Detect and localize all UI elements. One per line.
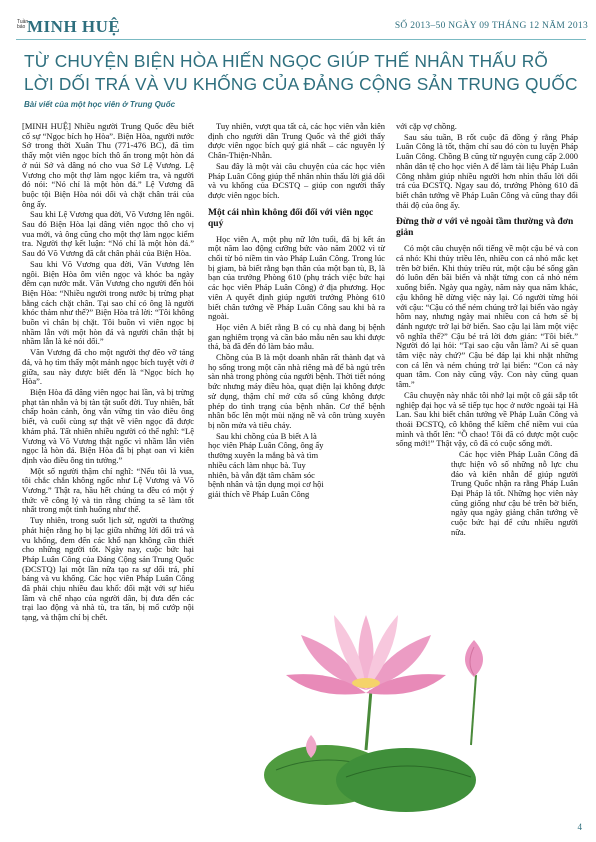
paragraph: Sau đây là một vài câu chuyện của các học viên Pháp Luân Công giúp thế nhân nhìn thấu lời giả dối và vu khống của ĐCSTQ – giúp con người thấy được viên ngọc bích.	[208, 160, 385, 200]
article-column-2	[208, 122, 385, 501]
lotus-illustration	[256, 555, 516, 830]
paragraph: Biện Hòa đã dâng viên ngọc hai lần, và bị trừng phạt tàn nhẫn và bị tàn tật suốt đời. Tuy nhiên, bất chấp hoàn cảnh, ông vẫn vững tin vào điều ông biết, và cuối cùng sự thật về viên ngọc đã được khám phá. Tất nhiên nhiều người có thể nghĩ: “Lệ Vương và Võ Vương thật ngốc vì nhầm lẫn viên ngọc là hòn đá. Biện Hòa đã bị phạt oan vì kiên định vào điều ông tin tưởng.”	[22, 386, 194, 465]
paragraph: Sau khi Võ Vương qua đời, Văn Vương lên ngôi. Biện Hòa ôm viên ngọc và khóc ba ngày đêm cạn nước mắt. Văn Vương cho người đến hỏi Biện Hòa: “Nhiều người trong nước bị trừng phạt bằng cách chặt chân. Tại sao chỉ có ông là người khóc thảm như thế?” Biện Hòa trả lời: “Tôi không buồn vì chân bị chặt. Tôi buồn vì viên ngọc bị nhầm lẫn với một hòn đá và người chân thật bị nhầm lẫn là kẻ nói dối.”	[22, 258, 194, 347]
paragraph: Tuy nhiên, trong suốt lịch sử, người ta thường phát hiện rằng họ bị lạc giữa những lời dối trá và vu khống, đem đến các khổ nạn không cần thiết cho những người tốt. Ngày nay, cuộc bức hại Pháp Luân Công của Đảng Cộng sản Trung Quốc (ĐCSTQ) lại một lần nữa tạo ra sự dối trá, phỉ báng và vu khống. Các học viên Pháp Luân Công đã phải chịu nhiều đau khổ: đối mặt với sự hiểu lầm và chế nhạo của người dân, bị đưa đến các trại lao động và nhà tù, tra tấn, bị mổ cướp nội tạng, và thậm chí bị chết.	[22, 515, 194, 623]
article-title-line-1: TỪ CHUYỆN BIỆN HÒA HIẾN NGỌC GIÚP THẾ NHÂN THẤU RÕ	[24, 51, 549, 71]
masthead-logo: MINH HUỆ	[27, 17, 121, 36]
paragraph: Câu chuyện này nhắc tôi nhớ lại một cô gái sắp tốt nghiệp đại học và sẽ tiếp tục học ở nước ngoài tại Hà Lan. Sau khi biết chân tướng về Pháp Luân Công và thoái ĐCSTQ, cô không thể kiềm chế niềm vui của mình và thốt lên: “Ồ chao! Tôi đã có được một cuộc sống mới!” Thật vậy, cô đã có cuộc sống mới.	[396, 389, 578, 449]
lotus-bud	[465, 640, 483, 677]
paragraph: với cặp vợ chồng.	[396, 121, 457, 131]
paragraph: [MINH HUỆ] Nhiều người Trung Quốc đều biết cố sự “Ngọc bích họ Hòa”. Biện Hòa, người nước Sở trong thời Xuân Thu (771-476 BC), đã tìm thấy một viên ngọc bích thô ẩn trong một hòn đá ở núi Sở và dâng nó cho vua Sở Lệ Vương. Lệ Vương cho một thợ làm ngọc kiểm tra, và người đó nói: “Nó chỉ là một hòn đá.” Lệ Vương đã buộc tội Biện Hòa nói dối và chặt chân trái của ông ấy.	[22, 121, 194, 209]
lotus-leaf-right	[336, 748, 476, 812]
paragraph: Học viên A, một phụ nữ lớn tuổi, đã bị kết án một năm lao động cưỡng bức vào năm 2002 vì từ chối từ bỏ niềm tin vào Pháp Luân Công. Trong lúc bị giam, bà biết rằng bạn thân của một bạn tù, B, là bạn của trưởng Phòng 610 (phụ trách việc bức hại các học viên Pháp Luân Công) ở địa phương. Học viên A quyết định giúp người trưởng Phòng 610 biết chân tướng về Pháp Luân Công sau khi bà ra ngoài.	[208, 233, 385, 322]
page-number: 4	[577, 822, 582, 832]
paragraph: Sau sáu tuần, B rốt cuộc đã đồng ý rằng Pháp Luân Công là tốt, thậm chí sau đó còn tu luyện Pháp Luân Công. Chồng B cũng từ nguyện cung cấp 2.000 nhân dân tệ cho học viên A để làm tài liệu Pháp Luân Công nhằm giúp nhiều người hơn nhìn thấu lời dối trá của ĐCSTQ. Ngay sau đó, trưởng Phòng 610 đã biết chân tướng về Pháp Luân Công và cũng thay đổi thái độ của ông ấy.	[396, 131, 578, 210]
header-divider	[16, 39, 586, 40]
paragraph: Sau khi Lệ Vương qua đời, Võ Vương lên ngôi. Sau đó Biện Hòa lại dâng viên ngọc thô cho vị vua mới, và ông cũng cho một thợ làm ngọc kiểm tra. Người thợ kết luận: “Nó chỉ là một hòn đá.” Sau đó Võ Vương đã cắt chân phải của Biện Hòa.	[22, 209, 194, 259]
article-byline: Bài viết của một học viên ở Trung Quốc	[24, 100, 176, 109]
paragraph: Sau khi chồng của B biết A là học viên Pháp Luân Công, ông ấy thường xuyên la mắng bà và tìm nhiều cách làm nhục bà. Tuy nhiên, bà vẫn đặt tâm chăm sóc bệnh nhân và tận dụng mọi cơ hội giải thích về Pháp Luân Công	[208, 430, 324, 499]
masthead	[10, 14, 588, 46]
section-heading: Đừng thờ ơ với vẻ ngoài tầm thường và đơn giản	[396, 217, 574, 239]
paragraph: Tuy nhiên, vượt qua tất cả, các học viên vẫn kiên định cho người dân Trung Quốc và thế giới thấy được viên ngọc bích quý giá nhất – các nguyên lý Chân-Thiện-Nhẫn.	[208, 121, 385, 161]
article-title-line-2: LỜI DỐI TRÁ VÀ VU KHỐNG CỦA ĐẢNG CỘNG SẢN TRUNG QUỐC	[24, 74, 578, 94]
section-heading: Một cái nhìn không đổi đối với viên ngọc quý	[208, 207, 374, 229]
masthead-small-label: Tuần báo	[17, 19, 29, 30]
paragraph: Các học viên Pháp Luân Công đã thực hiện vô số những nỗ lực chu đáo và kiên nhẫn để giúp người Trung Quốc nhận ra rằng Pháp Luân Đại Pháp là tốt. Những học viên này cũng giống như cậu bé trên bờ biển, ngày qua ngày giảng chân tướng về cuộc bức hại để cứu nhiều người nữa.	[451, 449, 578, 537]
paragraph: Có một câu chuyện nổi tiếng về một cậu bé và con cá nhỏ: Khi thủy triều lên, nhiều con cá nhỏ mắc kẹt trên bờ biển. Khi thủy triều rút, một cậu bé sống gần đó luôn đến bãi biển và nhặt từng con cá nhỏ ném xuống biển. Ngày qua ngày, năm này qua năm khác, cậu không hề dừng việc này lại. Có người từng hỏi với cậu: “Cậu có thể ném chúng trở lại biển vào ngày hôm nay, nhưng ngày mai nhiều con cá hơn sẽ bị đánh ngược trở lại bờ biển. Sao cậu lại làm một việc vô nghĩa thế?” Cậu bé trả lời đơn giản: “Tôi biết.” Người đó lại hỏi: “Tại sao cậu vẫn làm? Ai sẽ quan tâm việc này chứ?” Cậu bé đáp lại khi nhặt những con cá lên và ném chúng trở lại biển: “Con cá này quan tâm. Con này cũng vậy. Con này cũng quan tâm.”	[396, 243, 578, 390]
article-column-1	[22, 122, 194, 624]
lotus-flower-main	[286, 615, 446, 695]
paragraph: Chồng của B là một doanh nhân rất thành đạt và họ sống trong một căn nhà riêng mà để bà ngủ trên sàn nhà trong phòng của người bệnh. Thời tiết nóng bức nhưng máy điều hòa, quạt điện lại không được sử dụng, thậm chí mở cửa sổ cũng không được phép do tình trạng của bệnh nhân. Cơ thể bệnh nhân bốc lên một mùi nặng nề và côn trùng xuyên bị nồn mửa và tiêu chảy.	[208, 352, 385, 430]
article-title	[24, 50, 584, 96]
issue-info: SỐ 2013–50 NGÀY 09 THÁNG 12 NĂM 2013	[394, 21, 588, 31]
paragraph: Một số người thậm chí nghĩ: “Nếu tôi là vua, tôi chắc chắn không ngốc như Lệ Vương và Võ Vương.” Thật ra, hầu hết chúng ta đều có một ý thức về công lý và tin rằng chúng ta sẽ làm tốt nhất trong một tình huống như thế.	[22, 465, 194, 515]
article-column-3	[396, 122, 578, 538]
paragraph: Học viên A biết rằng B có cụ nhà đang bị bệnh gan nghiêm trọng và cần bảo mẫu nên sau khi được thả, bà đã đến đó làm bảo mẫu.	[208, 321, 385, 352]
paragraph: Văn Vương đã cho một người thợ đẽo vỡ tảng đá, và họ tìm thấy một mảnh ngọc bích tuyệt vời ở giữa, sau này được biết đến là “Ngọc bích họ Hòa”.	[22, 347, 194, 387]
